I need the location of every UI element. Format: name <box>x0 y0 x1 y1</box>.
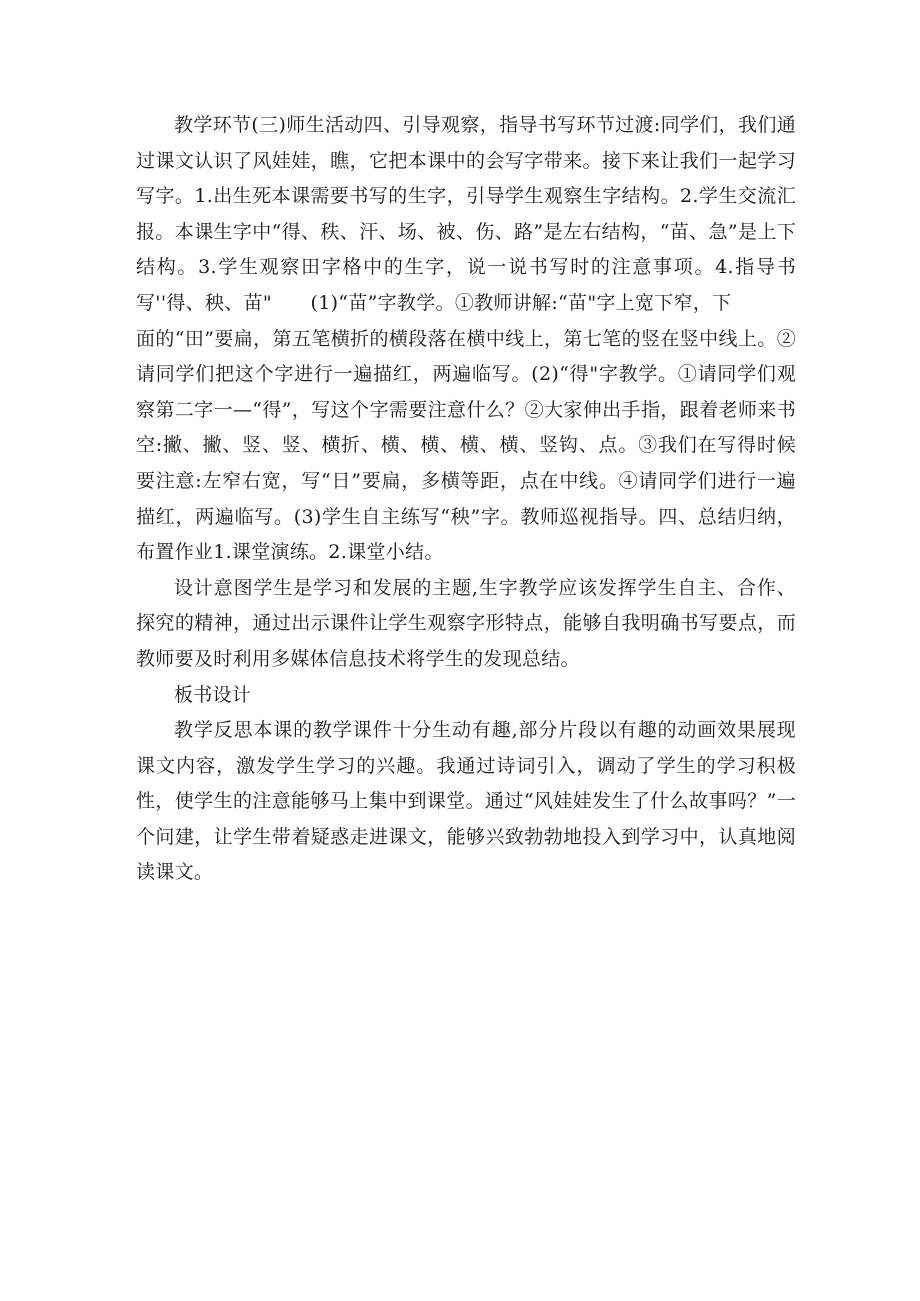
paragraph-teaching-step <box>136 108 796 571</box>
paragraph-teaching-reflection: 教学反思本课的教学课件十分生动有趣,部分片段以有趣的动画效果展现课文内容，激发学生学习的兴趣。我通过诗词引入，调动了学生的学习积极性，使学生的注意能够马上集中到课堂。通过“风娃娃发生了什么故事吗？”一个问建，让学生带着疑惑走进课文，能够兴致勃勃地投入到学习中，认真地阅读课文。 <box>136 719 796 884</box>
document-body <box>136 108 796 891</box>
heading-blackboard-design: 板书设计 <box>174 683 252 706</box>
paragraph-design-intent: 设计意图学生是学习和发展的主题,生字教学应该发挥学生自主、合作、探究的精神，通过出示课件让学生观察字形特点，能够自我明确书写要点，而教师要及时利用多媒体信息技术将学生的发现总结。 <box>136 576 796 670</box>
paragraph-text-part-1: 教学环节(三)师生活动四、引导观察，指导书写环节过渡:同学们，我们通过课文认识了风娃娃，瞧，它把本课中的会写字带来。接下来让我们一起学习写字。1.出生死本课需要书写的生字，引导学生观察生字结构。2.学生交流汇报。本课生字中“得、秩、汗、场、被、伤、路”是左右结构，“苗、急”是上下结构。3.学生观察田字格中的生字，说一说书写时的注意事项。4.指导书写''得、秧、苗" (1)“苗”字教学。①教师讲解:“苗"字上宽下窄，下 <box>136 114 796 314</box>
paragraph-text-part-2: 面的“田”要扁，第五笔横折的横段落在横中线上，第七笔的竖在竖中线上。②请同学们把这个字进行一遍描红，两遍临写。(2)“得"字教学。①请同学们观察第二字一—“得”，写这个字需要注意什么？②大家伸出手指，跟着老师来书空:撇、撇、竖、竖、横折、横、横、横、横、竖钩、点。③我们在写得时候要注意:左窄右宽，写“日”要扁，多横等距，点在中线。④请同学们进行一遍描红，两遍临写。(3)学生自主练写“秧”字。教师巡视指导。四、总结归纳，布置作业1.课堂演练。2.课堂小结。 <box>136 327 796 564</box>
